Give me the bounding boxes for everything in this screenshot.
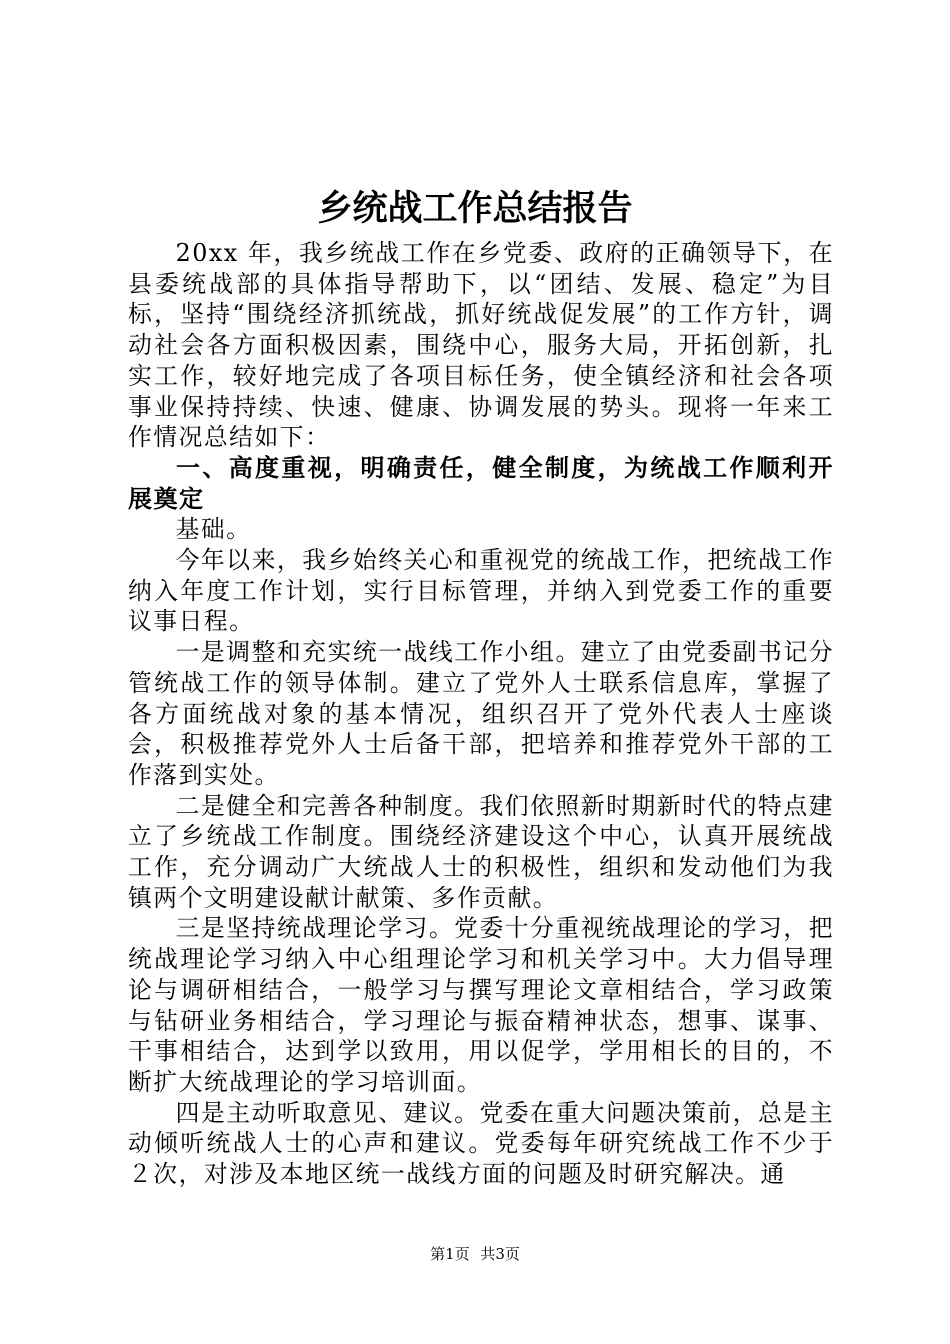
page-footer bbox=[0, 1244, 950, 1264]
body-paragraph: 二是健全和完善各种制度。我们依照新时期新时代的特点建立了乡统战工作制度。围绕经济建设这个中心，认真开展统战工作，充分调动广大统战人士的积极性，组织和发动他们为我镇两个文明建设献计献策、多作贡献。 bbox=[128, 791, 834, 912]
body-paragraph: 20xx 年，我乡统战工作在乡党委、政府的正确领导下，在县委统战部的具体指导帮助下，以“团结、发展、稳定”为目标，坚持“围绕经济抓统战，抓好统战促发展”的工作方针，调动社会各方面积极因素，围绕中心，服务大局，开拓创新，扎实工作，较好地完成了各项目标任务，使全镇经济和社会各项事业保持持续、快速、健康、协调发展的势头。现将一年来工作情况总结如下： bbox=[128, 239, 834, 452]
section-heading: 一、高度重视，明确责任，健全制度，为统战工作顺利开展奠定 bbox=[128, 453, 834, 513]
page-total: 共3页 bbox=[480, 1245, 520, 1263]
body-paragraph: 三是坚持统战理论学习。党委十分重视统战理论的学习，把统战理论学习纳入中心组理论学习和机关学习中。大力倡导理论与调研相结合，一般学习与撰写理论文章相结合，学习政策与钻研业务相结合，学习理论与振奋精神状态，想事、谋事、干事相结合，达到学以致用，用以促学，学用相长的目的，不断扩大统战理论的学习培训面。 bbox=[128, 914, 834, 1096]
body-paragraph: 今年以来，我乡始终关心和重视党的统战工作，把统战工作纳入年度工作计划，实行目标管理，并纳入到党委工作的重要议事日程。 bbox=[128, 546, 834, 636]
page-number: 第1页 bbox=[430, 1245, 470, 1263]
body-paragraph: 基础。 bbox=[175, 515, 252, 544]
body-paragraph: 四是主动听取意见、建议。党委在重大问题决策前，总是主动倾听统战人士的心声和建议。党委每年研究统战工作不少于２次，对涉及本地区统一战线方面的问题及时研究解决。通 bbox=[128, 1098, 834, 1189]
document-title: 乡统战工作总结报告 bbox=[317, 189, 633, 229]
document-body bbox=[128, 238, 834, 1190]
body-paragraph: 一是调整和充实统一战线工作小组。建立了由党委副书记分管统战工作的领导体制。建立了党外人士联系信息库，掌握了各方面统战对象的基本情况，组织召开了党外代表人士座谈会，积极推荐党外人士后备干部，把培养和推荐党外干部的工作落到实处。 bbox=[128, 638, 834, 789]
